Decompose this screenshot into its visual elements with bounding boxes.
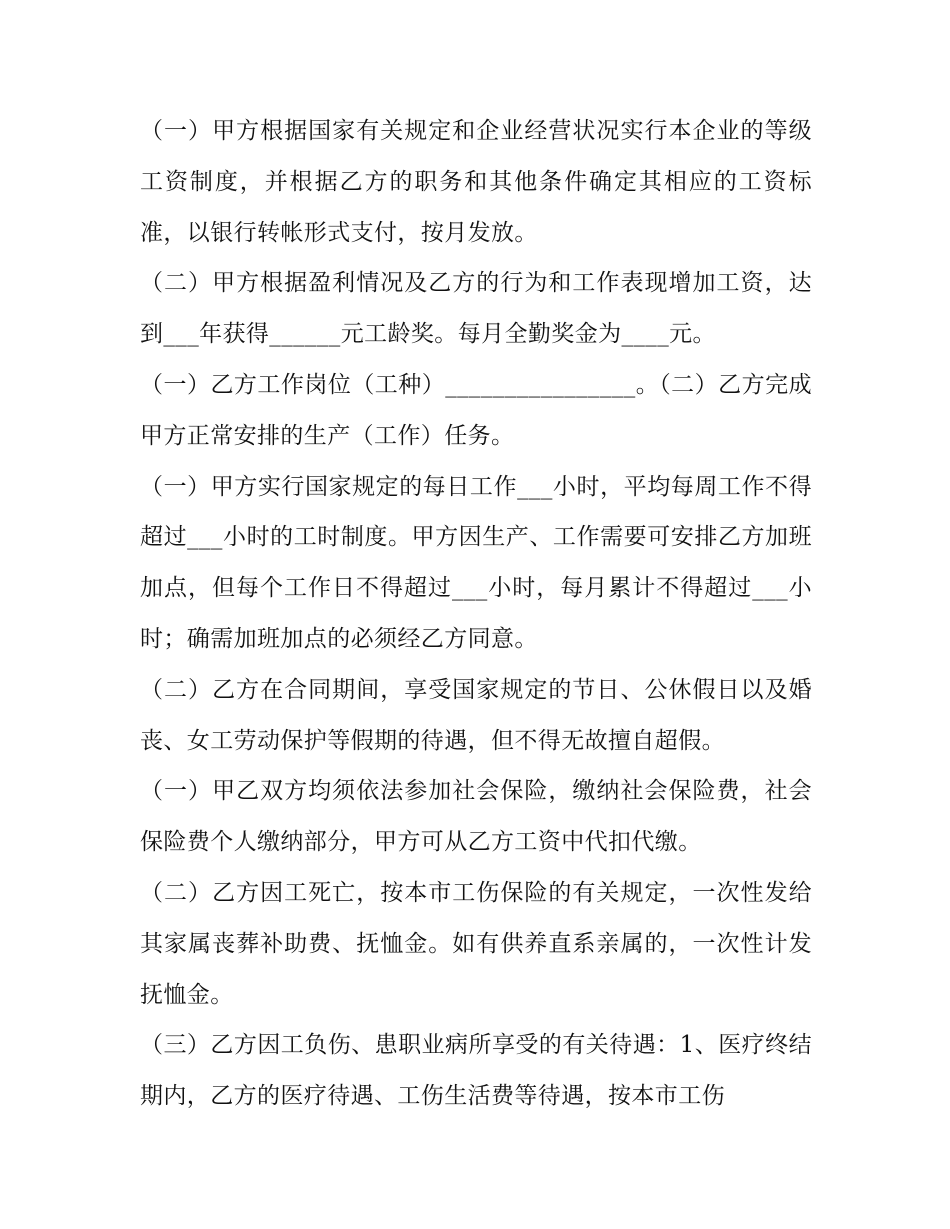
paragraph-work-injury: （三）乙方因工负伤、患职业病所享受的有关待遇：1、医疗终结期内，乙方的医疗待遇、工伤生活费等待遇，按本市工伤 — [140, 1032, 812, 1110]
paragraph-salary-system: （一）甲方根据国家有关规定和企业经营状况实行本企业的等级工资制度，并根据乙方的职务和其他条件确定其相应的工资标准，以银行转帐形式支付，按月发放。 — [140, 118, 812, 246]
paragraph-social-insurance: （一）甲乙双方均须依法参加社会保险，缴纳社会保险费，社会保险费个人缴纳部分，甲方可从乙方工资中代扣代缴。 — [140, 778, 812, 856]
paragraph-salary-increase: （二）甲方根据盈利情况及乙方的行为和工作表现增加工资，达到___年获得______元工龄奖。每月全勤奖金为____元。 — [140, 270, 812, 348]
paragraph-work-death: （二）乙方因工死亡，按本市工伤保险的有关规定，一次性发给其家属丧葬补助费、抚恤金。如有供养直系亲属的，一次性计发抚恤金。 — [140, 879, 812, 1008]
document-body — [140, 106, 812, 1122]
paragraph-holidays: （二）乙方在合同期间，享受国家规定的节日、公休假日以及婚丧、女工劳动保护等假期的待遇，但不得无故擅自超假。 — [140, 676, 812, 754]
paragraph-job-position: （一）乙方工作岗位（工种）________________。（二）乙方完成甲方正常安排的生产（工作）任务。 — [140, 371, 812, 449]
paragraph-working-hours: （一）甲方实行国家规定的每日工作___小时，平均每周工作不得超过___小时的工时制度。甲方因生产、工作需要可安排乙方加班加点，但每个工作日不得超过___小时，每月累计不得超过___小时；确需加班加点的必须经乙方同意。 — [140, 473, 812, 652]
